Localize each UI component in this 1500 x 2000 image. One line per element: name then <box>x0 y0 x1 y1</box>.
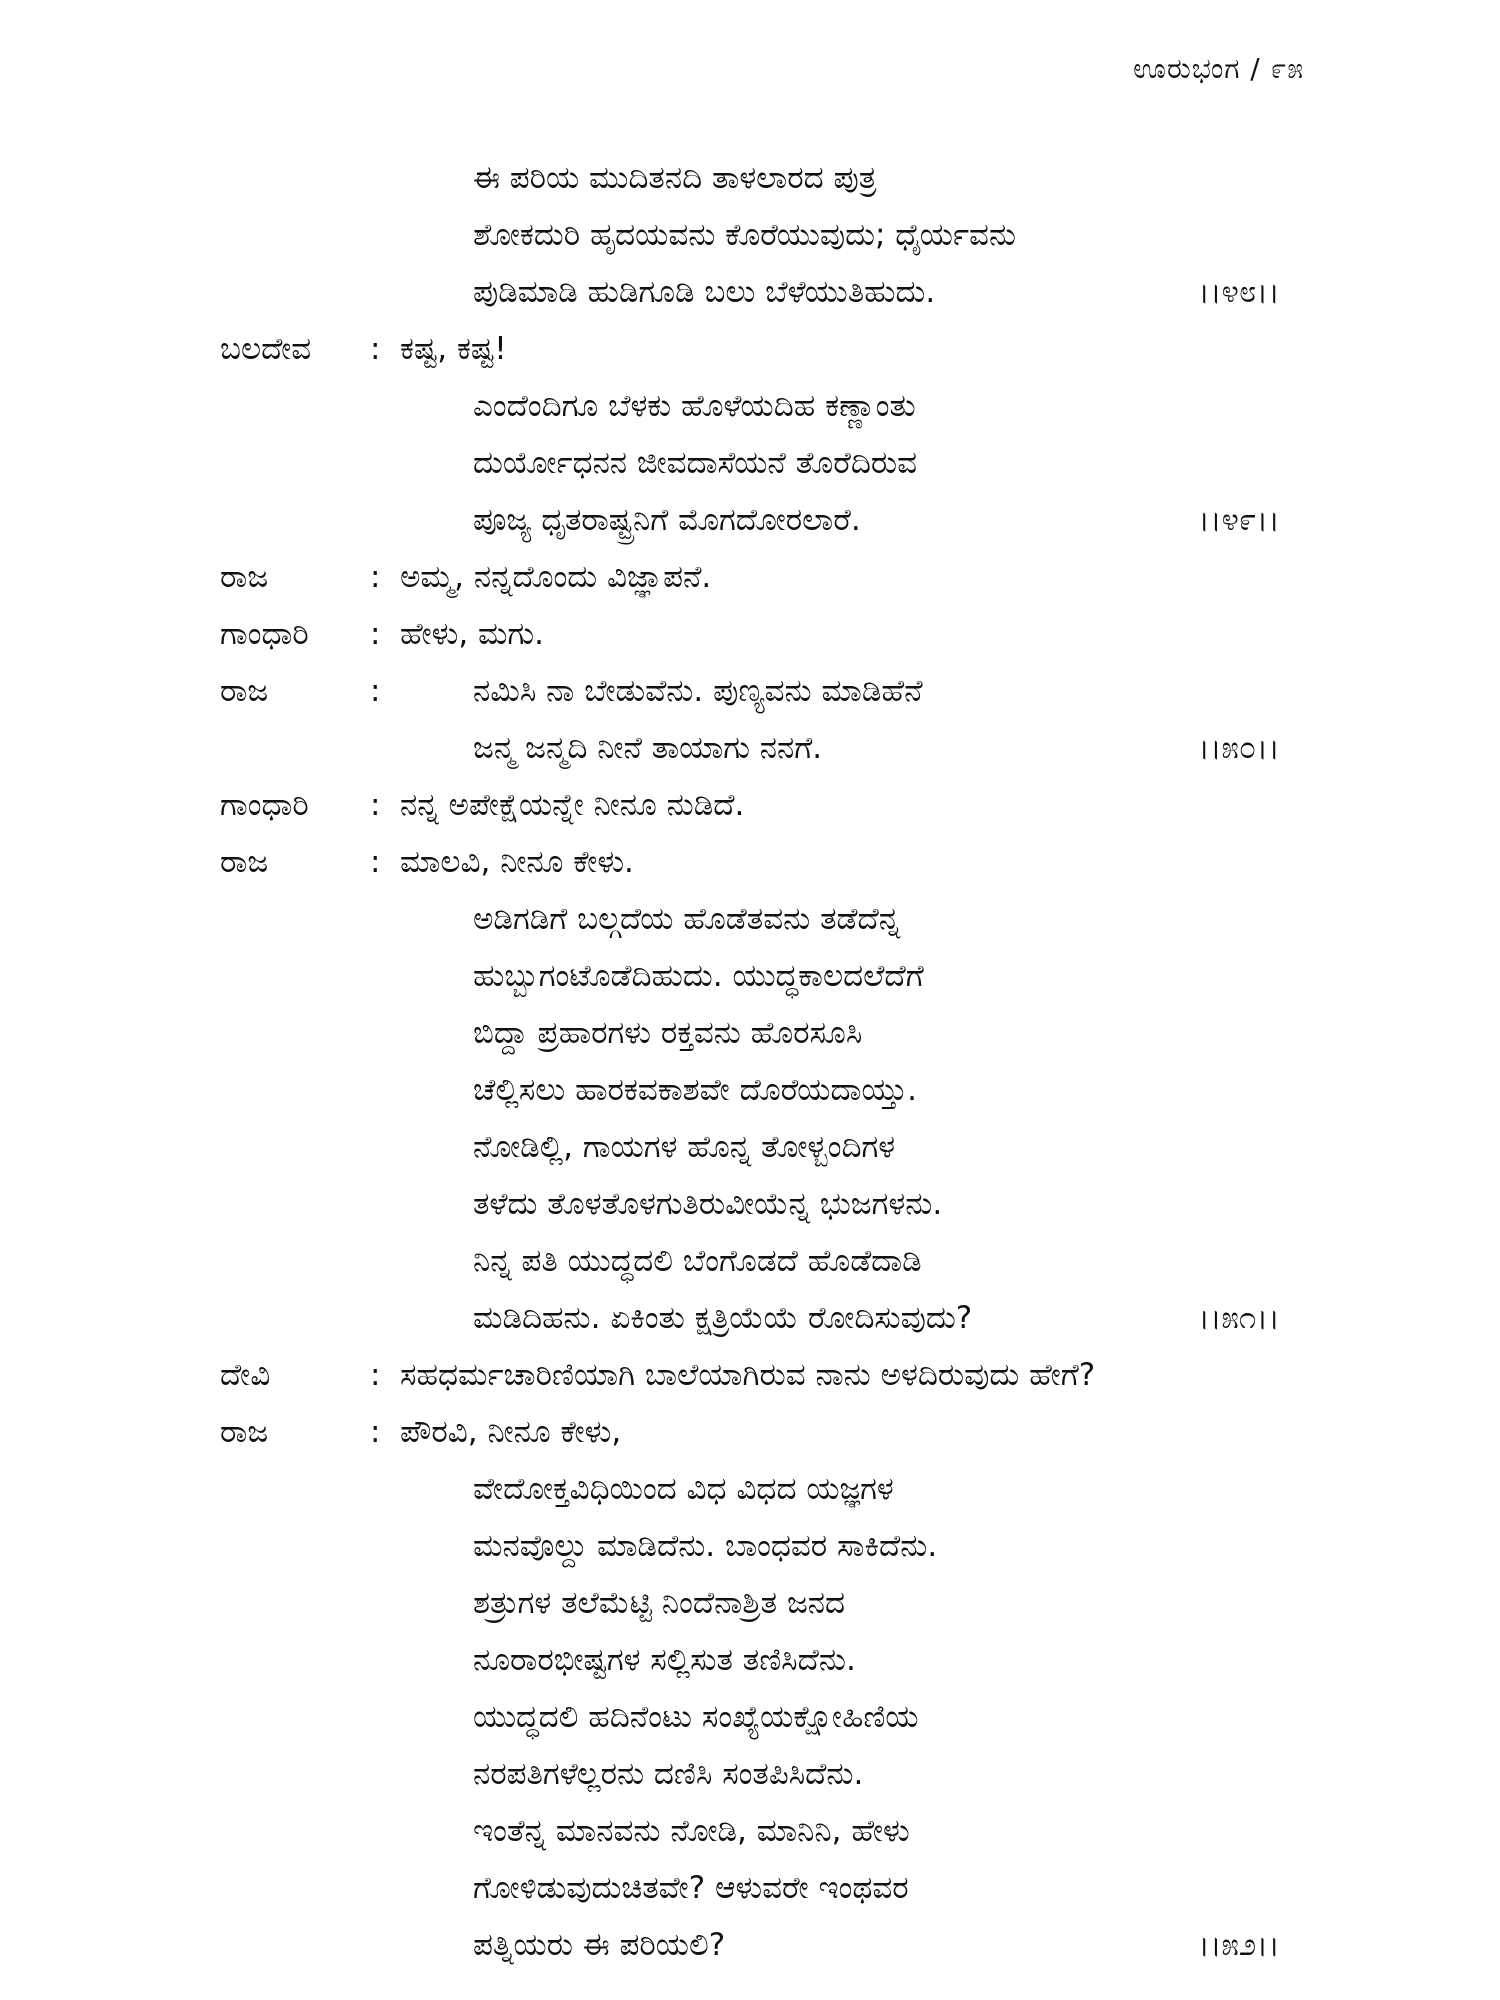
verse-line <box>0 891 1500 948</box>
verse-line <box>0 1860 1500 1917</box>
dialogue-line <box>0 549 1500 606</box>
verse-number: ।।೪೮।। <box>1198 274 1280 310</box>
verse-text: ಹುಬ್ಬುಗಂಟೊಡೆದಿಹುದು. ಯುದ್ಧಕಾಲದಲೆದೆಗೆ <box>473 958 924 994</box>
dialogue-line <box>0 606 1500 663</box>
verse-number: ।।೫೧।। <box>1198 1300 1280 1336</box>
verse-line <box>0 1461 1500 1518</box>
verse-text: ಪುಡಿಮಾಡಿ ಹುಡಿಗೂಡಿ ಬಲು ಬೆಳೆಯುತಿಹುದು. <box>473 274 936 310</box>
verse-line <box>0 207 1500 264</box>
dialogue-line <box>0 663 1500 720</box>
speaker-colon: : <box>370 1414 381 1450</box>
verse-text: ಚೆಲ್ಲಿಸಲು ಹಾರಕವಕಾಶವೇ ದೊರೆಯದಾಯ್ತು. <box>473 1072 917 1108</box>
verse-line <box>0 1062 1500 1119</box>
verse-line <box>0 1290 1500 1347</box>
verse-text: ಇಂತೆನ್ನ ಮಾನವನು ನೋಡಿ, ಮಾನಿನಿ, ಹೇಳು <box>473 1813 910 1849</box>
speaker-name: ದೇವಿ <box>220 1357 271 1393</box>
verse-text: ನರಪತಿಗಳೆಲ್ಲರನು ದಣಿಸಿ ಸಂತಪಿಸಿದೆನು. <box>473 1756 864 1792</box>
verse-text: ಪೂಜ್ಯ ಧೃತರಾಷ್ಟ್ರನಿಗೆ ಮೊಗದೋರಲಾರೆ. <box>473 502 861 538</box>
dialogue-text: ಹೇಳು, ಮಗು. <box>400 616 545 652</box>
verse-line <box>0 720 1500 777</box>
verse-line <box>0 492 1500 549</box>
speaker-colon: : <box>370 787 381 823</box>
verse-line <box>0 1632 1500 1689</box>
verse-line <box>0 150 1500 207</box>
verse-text: ಎಂದೆಂದಿಗೂ ಬೆಳಕು ಹೊಳೆಯದಿಹ ಕಣ್ಣಾಂತು <box>473 388 916 424</box>
speaker-name: ಗಾಂಧಾರಿ <box>220 616 309 652</box>
speaker-name: ರಾಜ <box>220 673 269 709</box>
dialogue-text: ನನ್ನ ಅಪೇಕ್ಷೆಯನ್ನೇ ನೀನೂ ನುಡಿದೆ. <box>400 787 745 823</box>
dialogue-text: ಅಮ್ಮ, ನನ್ನದೊಂದು ವಿಜ್ಞಾಪನೆ. <box>400 559 712 595</box>
verse-text: ಯುದ್ಧದಲಿ ಹದಿನೆಂಟು ಸಂಖ್ಯೆಯಕ್ಷೋಹಿಣಿಯ <box>473 1699 919 1735</box>
verse-line <box>0 435 1500 492</box>
speaker-colon: : <box>370 616 381 652</box>
verse-text: ನಿನ್ನ ಪತಿ ಯುದ್ಧದಲಿ ಬೆಂಗೊಡದೆ ಹೊಡೆದಾಡಿ <box>473 1243 922 1279</box>
speaker-name: ರಾಜ <box>220 844 269 880</box>
verse-text: ನೋಡಿಲ್ಲಿ, ಗಾಯಗಳ ಹೊನ್ನ ತೋಳ್ಬಂದಿಗಳ <box>473 1129 896 1165</box>
speaker-colon: : <box>370 844 381 880</box>
verse-text: ಶೋಕದುರಿ ಹೃದಯವನು ಕೊರೆಯುವುದು; ಧೈರ್ಯವನು <box>473 217 1017 253</box>
verse-text: ದುರ್ಯೋಧನನ ಜೀವದಾಸೆಯನೆ ತೊರೆದಿರುವ <box>473 445 918 481</box>
speaker-colon: : <box>370 559 381 595</box>
verse-number: ।।೪೯।। <box>1198 502 1280 538</box>
dialogue-line <box>0 1404 1500 1461</box>
speaker-name: ರಾಜ <box>220 559 269 595</box>
verse-line <box>0 264 1500 321</box>
verse-text: ಅಡಿಗಡಿಗೆ ಬಲ್ಗದೆಯ ಹೊಡೆತವನು ತಡೆದೆನ್ನ <box>473 901 901 937</box>
verse-line <box>0 1233 1500 1290</box>
verse-text: ಬಿದ್ದಾ ಪ್ರಹಾರಗಳು ರಕ್ತವನು ಹೊರಸೂಸಿ <box>473 1015 863 1051</box>
verse-line <box>0 1575 1500 1632</box>
speaker-colon: : <box>370 331 381 367</box>
verse-line <box>0 1005 1500 1062</box>
play-text <box>0 150 1500 1974</box>
verse-text: ಮನವೊಲ್ದು ಮಾಡಿದೆನು. ಬಾಂಧವರ ಸಾಕಿದೆನು. <box>473 1528 938 1564</box>
verse-number: ।।೫೦।। <box>1198 730 1280 766</box>
verse-line <box>0 378 1500 435</box>
verse-text: ನಮಿಸಿ ನಾ ಬೇಡುವೆನು. ಪುಣ್ಯವನು ಮಾಡಿಹೆನೆ <box>473 673 923 709</box>
speaker-name: ಬಲದೇವ <box>220 331 312 367</box>
dialogue-line <box>0 321 1500 378</box>
dialogue-text: ಮಾಲವಿ, ನೀನೂ ಕೇಳು. <box>400 844 634 880</box>
verse-text: ಗೋಳಿಡುವುದುಚಿತವೇ? ಆಳುವರೇ ಇಂಥವರ <box>473 1870 909 1906</box>
verse-text: ಪತ್ನಿಯರು ಈ ಪರಿಯಲಿ? <box>473 1927 726 1963</box>
verse-number: ।।೫೨।। <box>1198 1927 1280 1963</box>
speaker-colon: : <box>370 673 381 709</box>
verse-text: ತಳೆದು ತೊಳತೊಳಗುತಿರುವೀಯೆನ್ನ ಭುಜಗಳನು. <box>473 1186 943 1222</box>
speaker-name: ರಾಜ <box>220 1414 269 1450</box>
verse-line <box>0 1176 1500 1233</box>
verse-line <box>0 948 1500 1005</box>
verse-line <box>0 1803 1500 1860</box>
verse-text: ಈ ಪರಿಯ ಮುದಿತನದಿ ತಾಳಲಾರದ ಪುತ್ರ <box>473 160 877 196</box>
dialogue-line <box>0 777 1500 834</box>
verse-line <box>0 1119 1500 1176</box>
verse-line <box>0 1917 1500 1974</box>
verse-text: ಶತ್ರುಗಳ ತಲೆಮೆಟ್ಟಿ ನಿಂದೆನಾಶ್ರಿತ ಜನದ <box>473 1585 846 1621</box>
dialogue-text: ಕಷ್ಟ, ಕಷ್ಟ! <box>400 331 507 367</box>
dialogue-line <box>0 834 1500 891</box>
dialogue-text: ಪೌರವಿ, ನೀನೂ ಕೇಳು, <box>400 1414 622 1450</box>
running-header: ಊರುಭಂಗ / ೯೫ <box>1133 52 1304 85</box>
dialogue-line <box>0 1347 1500 1404</box>
speaker-colon: : <box>370 1357 381 1393</box>
verse-line <box>0 1689 1500 1746</box>
dialogue-text: ಸಹಧರ್ಮಚಾರಿಣಿಯಾಗಿ ಬಾಲೆಯಾಗಿರುವ ನಾನು ಅಳದಿರುವುದು ಹೇಗೆ? <box>400 1357 1096 1393</box>
verse-text: ನೂರಾರಭೀಷ್ಟಗಳ ಸಲ್ಲಿಸುತ ತಣಿಸಿದೆನು. <box>473 1642 856 1678</box>
verse-line <box>0 1518 1500 1575</box>
verse-text: ಮಡಿದಿಹನು. ಏಕಿಂತು ಕ್ಷತ್ರಿಯೆಯೆ ರೋದಿಸುವುದು? <box>473 1300 973 1336</box>
verse-line <box>0 1746 1500 1803</box>
speaker-name: ಗಾಂಧಾರಿ <box>220 787 309 823</box>
verse-text: ಜನ್ಮ ಜನ್ಮದಿ ನೀನೆ ತಾಯಾಗು ನನಗೆ. <box>473 730 823 766</box>
verse-text: ವೇದೋಕ್ತವಿಧಿಯಿಂದ ವಿಧ ವಿಧದ ಯಜ್ಞಗಳ <box>473 1471 894 1507</box>
